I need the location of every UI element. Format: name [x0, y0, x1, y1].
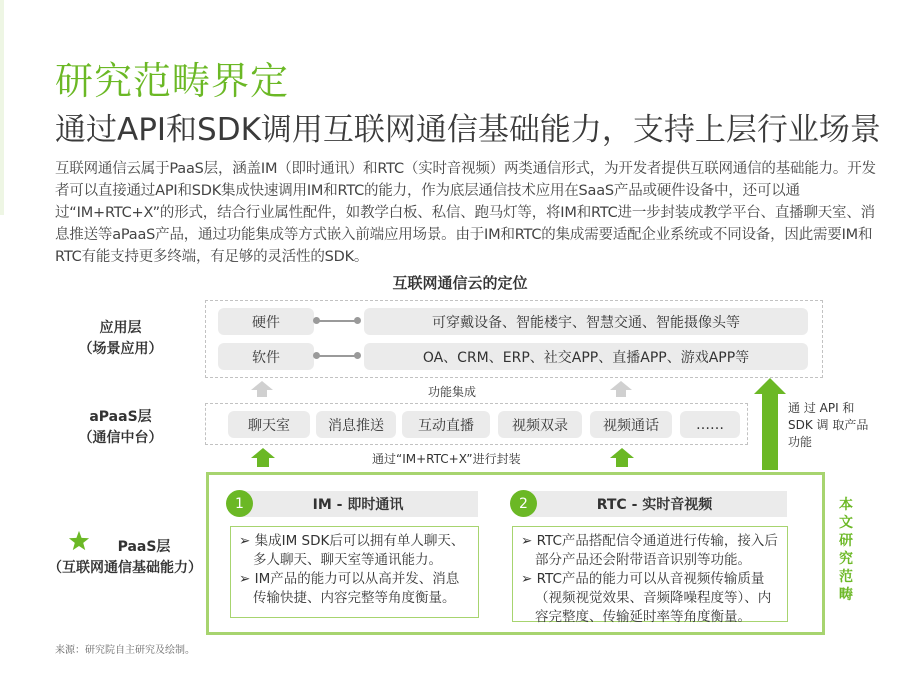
paas-layer-label: [40, 537, 210, 579]
rtc-point: ➢ RTC产品的能力可以从音视频传输质量（视频视觉效果、音频降噪程度等）、内容完整度、传输延时率等角度衡量。: [521, 571, 772, 625]
apaas-item: 消息推送: [316, 411, 396, 438]
page-title: 研究范畴界定: [55, 59, 290, 103]
intro-paragraph: 互联网通信云属于PaaS层，涵盖IM（即时通讯）和RTC（实时音视频）两类通信形式，为开发者提供互联网通信的基础能力。开发者可以直接通过API和SDK集成快速调用IM和RTC的能力，作为底层通信技术应用在SaaS产品或硬件设备中，还可以通过“IM+RTC+X”的形式，结合行业属性配件，如教学白板、私信、跑马灯等，将IM和RTC进一步封装成教学平台、直播聊天室、消息推送等aPaaS产品，通过功能集成等方式嵌入前端应用场景。由于IM和RTC的集成需要适配企业系统或不同设备，因此需要IM和RTC有能支持更多终端，有足够的灵活性的SDK。: [55, 161, 876, 265]
app-layer-name: 应用层: [99, 320, 142, 336]
rtc-detail-box: [512, 526, 788, 625]
software-connector-dot-end: [354, 352, 361, 359]
gray-arrow-right-head: [610, 381, 632, 390]
apaas-layer-name: aPaaS层: [89, 409, 152, 425]
page-subtitle: 通过API和SDK调用互联网通信基础能力，支持上层行业场景: [55, 112, 881, 148]
diagram-title: 互联网通信云的定位: [392, 274, 528, 292]
apaas-item: 视频双录: [498, 411, 582, 438]
im-title-bar: IM - 即时通讯: [238, 491, 478, 517]
hardware-detail-pill: 可穿戴设备、智能楼宇、智慧交通、智能摄像头等: [364, 308, 808, 335]
app-layer-label: [58, 318, 183, 360]
software-detail-pill: OA、CRM、ERP、社交APP、直播APP、游戏APP等: [364, 343, 808, 370]
software-connector-dot-start: [313, 352, 320, 359]
im-number-badge: 1: [226, 490, 253, 517]
hardware-connector-dot-start: [313, 317, 320, 324]
apaas-item: 互动直播: [402, 411, 490, 438]
green-arrow-left-head: [251, 448, 275, 458]
rtc-title-bar: RTC - 实时音视频: [522, 491, 787, 517]
paas-layer-desc: （互联网通信基础能力）: [48, 560, 202, 576]
apaas-item: ……: [680, 411, 740, 438]
rtc-number-badge: 2: [510, 490, 537, 517]
im-point: ➢ IM产品的能力可以从高并发、消息传输快捷、内容完整等角度衡量。: [239, 571, 460, 606]
sdk-side-note: 通 过 API 和 SDK 调 取产品功能: [788, 401, 869, 449]
source-note: 来源：研究院自主研究及绘制。: [55, 645, 195, 656]
apaas-layer-desc: （通信中台）: [78, 430, 163, 446]
apaas-item: 聊天室: [228, 411, 310, 438]
green-arrow-right-head: [610, 448, 634, 458]
encapsulation-label: 通过“IM+RTC+X”进行封装: [372, 452, 521, 466]
rtc-point: ➢ RTC产品搭配信令通道进行传输，接入后部分产品还会附带语音识别等功能。: [521, 533, 778, 568]
apaas-item: 视频通话: [590, 411, 672, 438]
left-accent-strip: [0, 0, 4, 215]
im-point: ➢ 集成IM SDK后可以拥有单人聊天、多人聊天、聊天室等通讯能力。: [239, 533, 465, 568]
green-arrow-right-stem: [616, 458, 628, 467]
gray-arrow-right-stem: [616, 390, 626, 397]
gray-arrow-left-head: [251, 381, 273, 390]
software-pill: 软件: [218, 343, 314, 370]
paas-layer-name: PaaS层: [117, 539, 171, 555]
scope-label: 本文研究范畴: [839, 497, 853, 603]
gray-arrow-left-stem: [257, 390, 267, 397]
green-arrow-left-stem: [257, 458, 269, 467]
hardware-pill: 硬件: [218, 308, 314, 335]
im-detail-box: [230, 526, 479, 618]
integration-label: 功能集成: [428, 385, 477, 399]
sdk-arrow-stem: [762, 394, 778, 470]
app-layer-desc: （场景应用）: [78, 341, 163, 357]
sdk-arrow-head: [754, 378, 786, 394]
apaas-layer-label: [58, 407, 183, 449]
hardware-connector-dot-end: [354, 317, 361, 324]
